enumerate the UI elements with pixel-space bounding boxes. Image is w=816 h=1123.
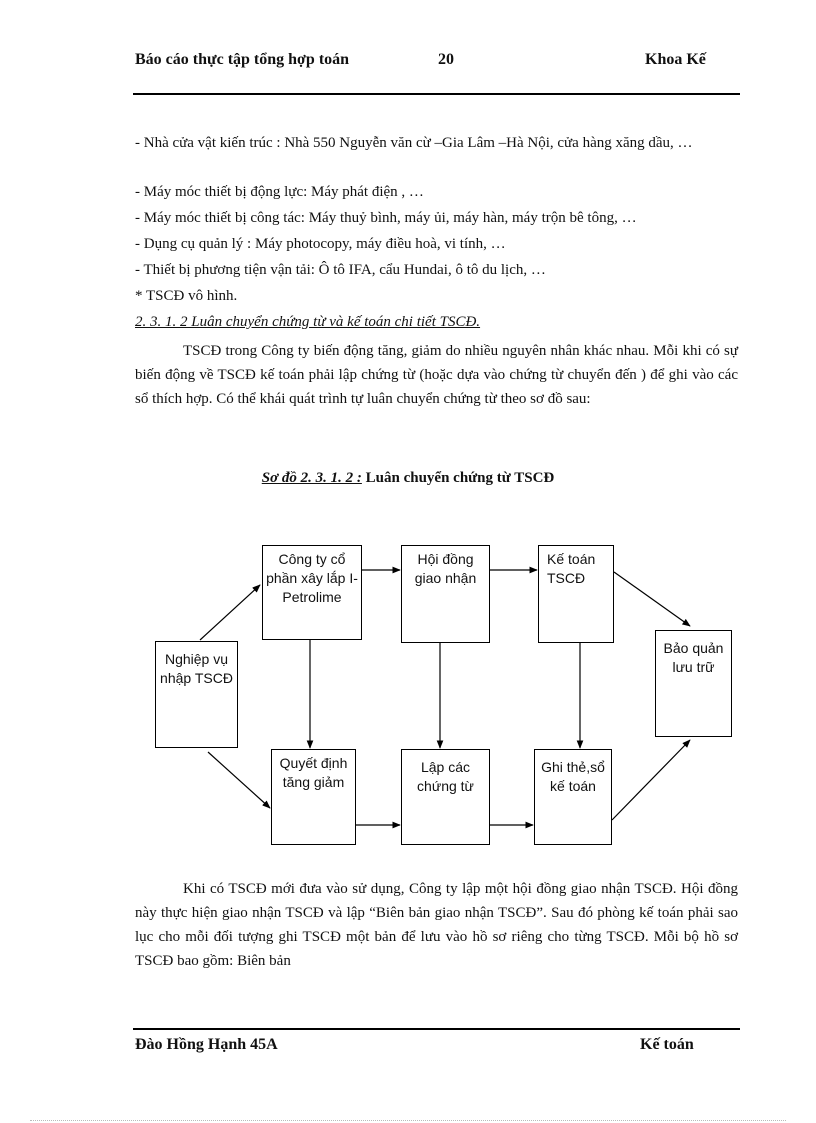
header-report-title: Báo cáo thực tập tổng hợp toán	[135, 51, 350, 68]
box-bao-quan-luu-tru: Bảo quản lưu trữ	[655, 630, 732, 737]
page-bottom-dotted-line	[30, 1120, 786, 1121]
box-lap-cac-chung-tu: Lập các chứng từ	[401, 749, 490, 845]
diagram-caption	[0, 470, 816, 487]
arrow-ghi-the-to-bao-quan	[612, 740, 690, 820]
footer-rule	[133, 1028, 740, 1030]
page-number: 20	[438, 51, 454, 68]
arrow-ke-toan-to-bao-quan	[614, 572, 690, 626]
section-heading: 2. 3. 1. 2 Luân chuyển chứng từ và kế toán chi tiết TSCĐ.	[135, 314, 481, 330]
footer-department: Kế toán	[640, 1036, 694, 1053]
header-department: Khoa Kế	[645, 51, 706, 68]
footer-author: Đào Hồng Hạnh 45A	[135, 1036, 278, 1053]
diagram-caption-label: Sơ đồ 2. 3. 1. 2 :	[261, 470, 362, 486]
box-ghi-the-so-ke-toan: Ghi thẻ,sổ kế toán	[534, 749, 612, 845]
box-ke-toan-tscd: Kế toán TSCĐ	[538, 545, 614, 643]
list-item-buildings: - Nhà cửa vật kiến trúc : Nhà 550 Nguyễn văn cừ –Gia Lâm –Hà Nội, cửa hàng xăng dầu, …	[135, 135, 693, 151]
arrow-nghiep-vu-to-cong-ty	[200, 585, 260, 640]
list-item-power-machinery: - Máy móc thiết bị động lực: Máy phát điện , …	[135, 184, 424, 200]
box-nghiep-vu-nhap-tscd: Nghiệp vụ nhập TSCĐ	[155, 641, 238, 748]
list-item-transport-vehicles: - Thiết bị phương tiện vận tải: Ô tô IFA, cẩu Hundai, ô tô du lịch, …	[135, 262, 546, 278]
diagram-caption-text: Luân chuyển chứng từ TSCĐ	[365, 470, 555, 486]
arrow-nghiep-vu-to-quyet-dinh	[208, 752, 270, 808]
box-quyet-dinh-tang-giam: Quyết định tăng giảm	[271, 749, 356, 845]
box-cong-ty: Công ty cổ phần xây lắp I-Petrolime	[262, 545, 362, 640]
list-item-intangible-assets: * TSCĐ vô hình.	[135, 288, 238, 304]
header-rule	[133, 93, 740, 95]
list-item-management-tools: - Dụng cụ quản lý : Máy photocopy, máy điều hoà, vi tính, …	[135, 236, 506, 252]
box-hoi-dong-giao-nhan: Hội đồng giao nhận	[401, 545, 490, 643]
paragraph-after-diagram: Khi có TSCĐ mới đưa vào sử dụng, Công ty lập một hội đồng giao nhận TSCĐ. Hội đồng này thực hiện giao nhận TSCĐ và lập “Biên bản giao nhận TSCĐ”. Sau đó phòng kế toán phải sao lục cho mỗi đối tượng ghi TSCĐ một bản để lưu vào hồ sơ riêng cho từng TSCĐ. Mỗi bộ hồ sơ TSCĐ bao gồm: Biên bản	[135, 881, 738, 969]
paragraph-intro: TSCĐ trong Công ty biến động tăng, giảm do nhiều nguyên nhân khác nhau. Mỗi khi có sự biến động về TSCĐ kế toán phải lập chứng từ (hoặc dựa vào chứng từ chuyển đến ) để ghi vào các sổ thích hợp. Có thể khái quát trình tự luân chuyển chứng từ theo sơ đồ sau:	[135, 343, 738, 407]
list-item-work-machinery: - Máy móc thiết bị công tác: Máy thuỷ bình, máy ủi, máy hàn, máy trộn bê tông, …	[135, 210, 637, 226]
